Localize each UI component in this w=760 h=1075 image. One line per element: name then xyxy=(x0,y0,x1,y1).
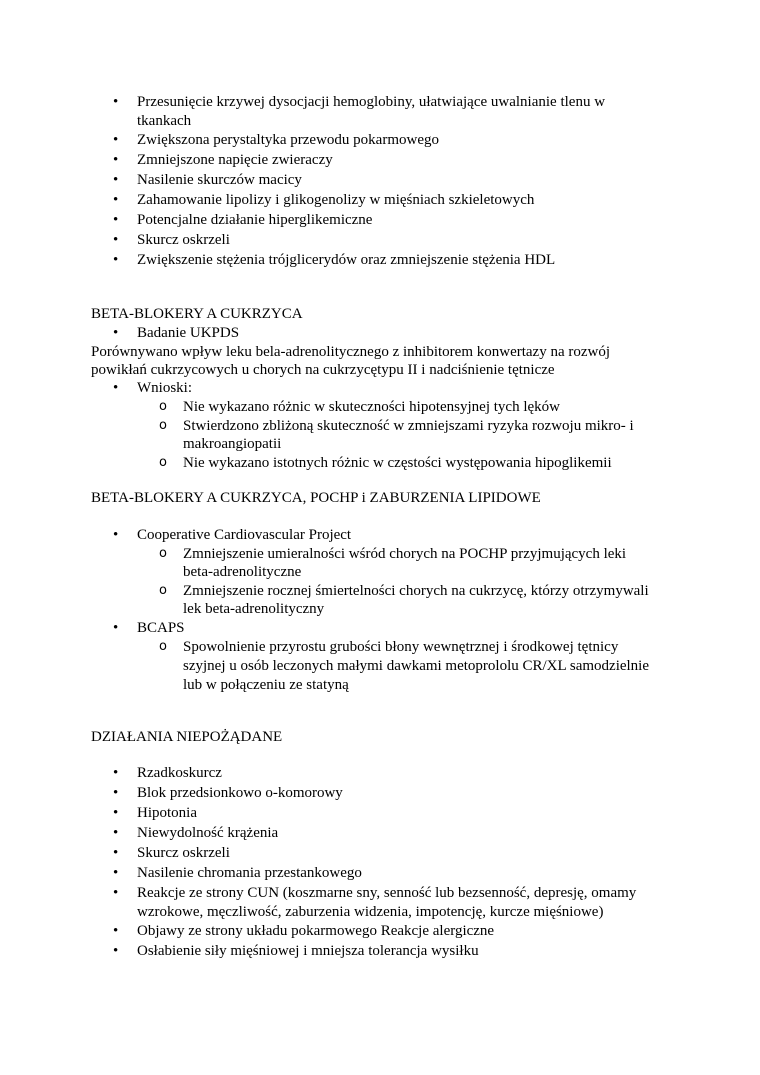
bullet-icon: • xyxy=(113,94,119,110)
list-item-text: Rzadkoskurcz xyxy=(137,765,222,781)
list-item xyxy=(113,525,352,545)
bullet-icon: • xyxy=(113,785,119,801)
sub-list-item xyxy=(159,544,627,564)
bullet-icon: • xyxy=(113,923,119,939)
list-item xyxy=(113,843,230,863)
section-heading: DZIAŁANIA NIEPOŻĄDANE xyxy=(91,729,283,745)
circle-bullet-icon: o xyxy=(159,399,167,414)
paragraph-line: Porównywano wpływ leku bela-adrenolitycznego z inhibitorem konwertazy na rozwój xyxy=(91,344,611,360)
bullet-icon: • xyxy=(113,325,119,341)
sub-list-item xyxy=(159,416,634,436)
bullet-icon: • xyxy=(113,943,119,959)
bullet-icon: • xyxy=(113,805,119,821)
list-item xyxy=(113,323,240,343)
list-item-text: Zmniejszone napięcie zwieraczy xyxy=(137,152,333,168)
list-item xyxy=(113,250,556,270)
list-item-text: Badanie UKPDS xyxy=(137,325,240,341)
list-item-text: Nasilenie chromania przestankowego xyxy=(137,865,362,881)
sub-list-item-text: Stwierdzono zbliżoną skuteczność w zmniejszami ryzyka rozwoju mikro- i xyxy=(183,418,634,434)
sub-list-item-continuation: lek beta-adrenolityczny xyxy=(183,601,325,617)
list-item xyxy=(113,803,197,823)
circle-bullet-icon: o xyxy=(159,583,167,598)
list-item-text: Cooperative Cardiovascular Project xyxy=(137,527,352,543)
bullet-icon: • xyxy=(113,172,119,188)
sub-list-item-continuation: szyjnej u osób leczonych małymi dawkami metoprololu CR/XL samodzielnie xyxy=(183,658,650,674)
list-item-text: Nasilenie skurczów macicy xyxy=(137,172,302,188)
list-item xyxy=(113,618,185,638)
sub-list-item xyxy=(159,581,649,601)
circle-bullet-icon: o xyxy=(159,455,167,470)
list-item xyxy=(113,170,302,190)
list-item xyxy=(113,883,637,903)
list-item xyxy=(113,230,230,250)
bullet-icon: • xyxy=(113,885,119,901)
bullet-icon: • xyxy=(113,620,119,636)
list-item-text: Niewydolność krążenia xyxy=(137,825,279,841)
circle-bullet-icon: o xyxy=(159,639,167,654)
list-item xyxy=(113,190,535,210)
list-item xyxy=(113,921,495,941)
bullet-icon: • xyxy=(113,825,119,841)
sub-list-item-text: Nie wykazano różnic w skuteczności hipotensyjnej tych lęków xyxy=(183,399,560,415)
bullet-icon: • xyxy=(113,765,119,781)
list-item-text: Hipotonia xyxy=(137,805,197,821)
sub-list-item-text: Zmniejszenie umieralności wśród chorych na POCHP przyjmujących leki xyxy=(183,546,627,562)
bullet-icon: • xyxy=(113,192,119,208)
list-item-text: Skurcz oskrzeli xyxy=(137,232,230,248)
sub-list-item-text: Nie wykazano istotnych różnic w częstości występowania hipoglikemii xyxy=(183,455,612,471)
list-item xyxy=(113,783,343,803)
list-item-text: Reakcje ze strony CUN (koszmarne sny, senność lub bezsenność, depresję, omamy xyxy=(137,885,637,901)
list-item xyxy=(113,150,333,170)
sub-list-item-continuation: beta-adrenolityczne xyxy=(183,564,302,580)
list-item-text: Potencjalne działanie hiperglikemiczne xyxy=(137,212,373,228)
list-item-text: Blok przedsionkowo o-komorowy xyxy=(137,785,343,801)
list-item-continuation: tkankach xyxy=(137,113,192,129)
list-item-text: Objawy ze strony układu pokarmowego Reakcje alergiczne xyxy=(137,923,495,939)
list-item-text: Skurcz oskrzeli xyxy=(137,845,230,861)
sub-list-item xyxy=(159,637,619,657)
bullet-icon: • xyxy=(113,232,119,248)
circle-bullet-icon: o xyxy=(159,418,167,433)
list-item-text: BCAPS xyxy=(137,620,185,636)
list-item xyxy=(113,210,373,230)
bullet-icon: • xyxy=(113,380,119,396)
list-item-text: Wnioski: xyxy=(137,380,192,396)
list-item xyxy=(113,823,279,843)
list-item xyxy=(113,130,439,150)
section-heading: BETA-BLOKERY A CUKRZYCA xyxy=(91,306,303,322)
list-item-continuation: wzrokowe, męczliwość, zaburzenia widzenia, impotencję, kurcze mięśniowe) xyxy=(137,904,604,920)
bullet-icon: • xyxy=(113,152,119,168)
paragraph-line: powikłań cukrzycowych u chorych na cukrzycętypu II i nadciśnienie tętnicze xyxy=(91,362,555,378)
sub-list-item-text: Zmniejszenie rocznej śmiertelności chorych na cukrzycę, którzy otrzymywali xyxy=(183,583,649,599)
list-item-text: Osłabienie siły mięśniowej i mniejsza tolerancja wysiłku xyxy=(137,943,479,959)
bullet-icon: • xyxy=(113,865,119,881)
bullet-icon: • xyxy=(113,132,119,148)
list-item-text: Zwiększenie stężenia trójglicerydów oraz zmniejszenie stężenia HDL xyxy=(137,252,556,268)
sub-list-item-continuation: lub w połączeniu ze statyną xyxy=(183,677,349,693)
sub-list-item xyxy=(159,453,612,473)
circle-bullet-icon: o xyxy=(159,546,167,561)
bullet-icon: • xyxy=(113,252,119,268)
list-item xyxy=(113,763,222,783)
bullet-icon: • xyxy=(113,527,119,543)
sub-list-item-continuation: makroangiopatii xyxy=(183,436,282,452)
list-item xyxy=(113,92,606,112)
section-heading: BETA-BLOKERY A CUKRZYCA, POCHP i ZABURZENIA LIPIDOWE xyxy=(91,490,541,506)
list-item xyxy=(113,941,479,961)
list-item-text: Zwiększona perystaltyka przewodu pokarmowego xyxy=(137,132,439,148)
bullet-icon: • xyxy=(113,845,119,861)
sub-list-item-text: Spowolnienie przyrostu grubości błony wewnętrznej i środkowej tętnicy xyxy=(183,639,619,655)
list-item-text: Zahamowanie lipolizy i glikogenolizy w mięśniach szkieletowych xyxy=(137,192,535,208)
list-item xyxy=(113,378,192,398)
list-item xyxy=(113,863,362,883)
list-item-text: Przesunięcie krzywej dysocjacji hemoglobiny, ułatwiające uwalnianie tlenu w xyxy=(137,94,606,110)
bullet-icon: • xyxy=(113,212,119,228)
sub-list-item xyxy=(159,397,560,417)
